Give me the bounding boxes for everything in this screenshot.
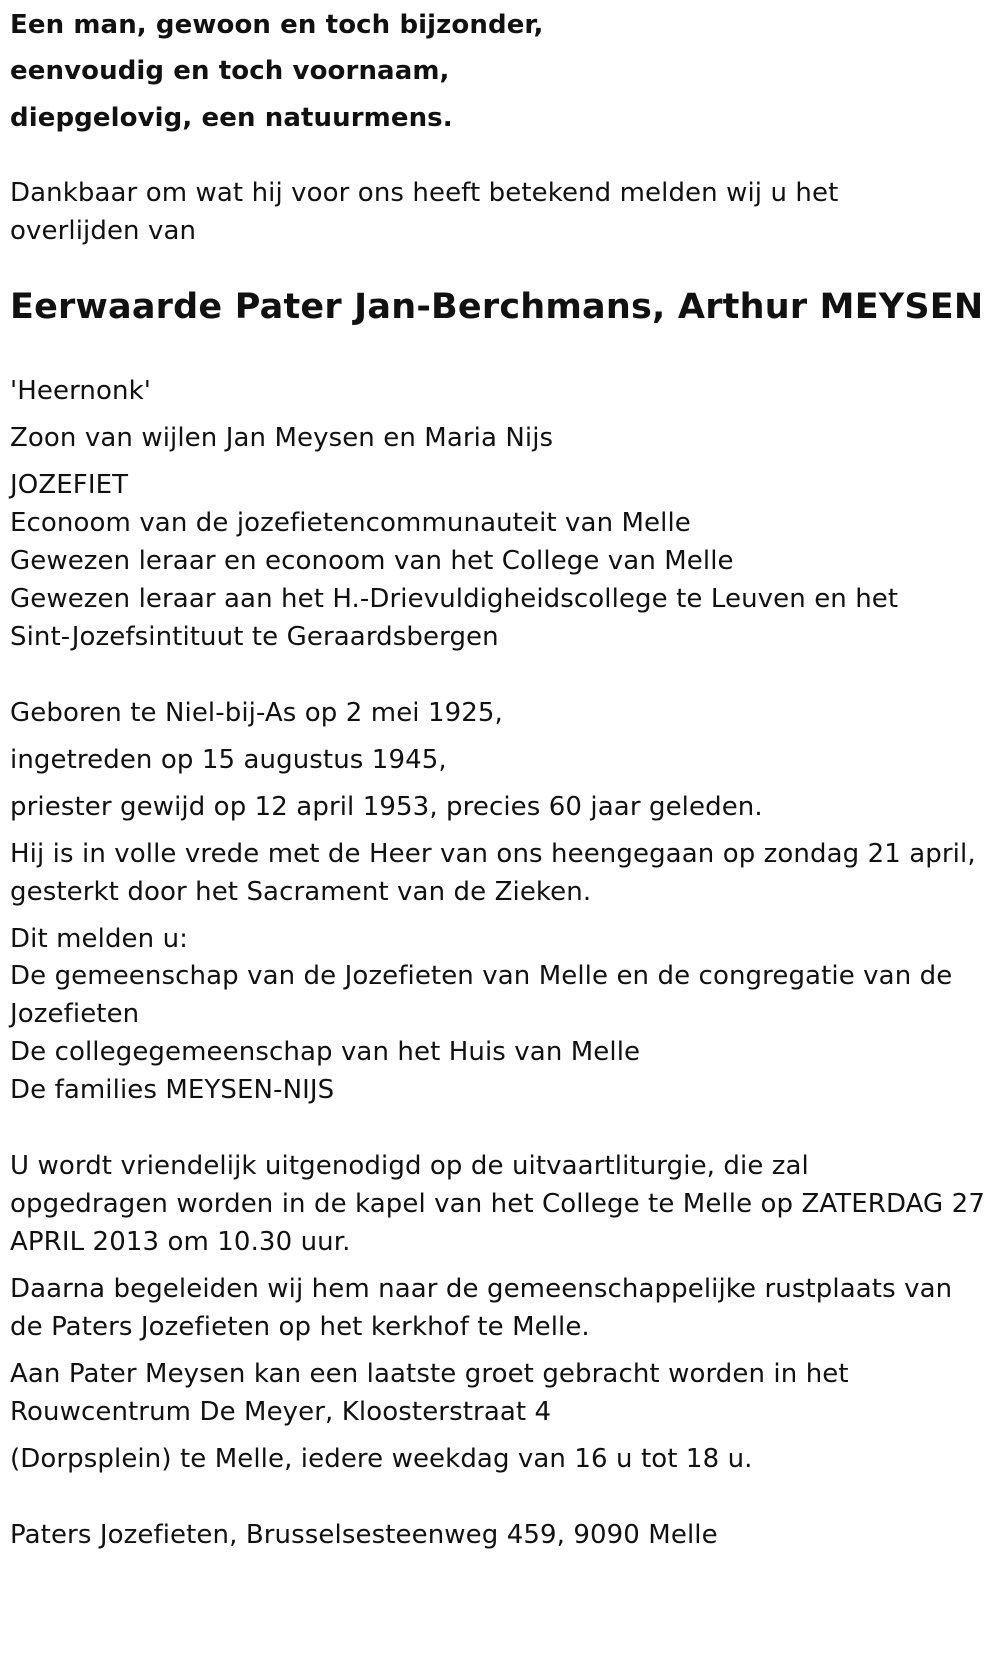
entered: ingetreden op 15 augustus 1945, <box>10 745 447 775</box>
motto-line-3: diepgelovig, een natuurmens. <box>10 103 453 133</box>
announcers-line-4: De collegegemeenschap van het Huis van Melle <box>10 1037 641 1067</box>
visitation-line-1: Aan Pater Meysen kan een laatste groet gebracht worden in het <box>10 1359 849 1389</box>
deceased-name: Eerwaarde Pater Jan-Berchmans, Arthur MEYSEN <box>10 287 984 327</box>
role-line-2: Econoom van de jozefietencommunauteit van Melle <box>10 508 691 538</box>
announcers-line-3: Jozefieten <box>10 999 140 1029</box>
born: Geboren te Niel-bij-As op 2 mei 1925, <box>10 698 503 728</box>
announcers-line-5: De families MEYSEN-NIJS <box>10 1075 335 1105</box>
announcers-line-2: De gemeenschap van de Jozefieten van Melle en de congregatie van de <box>10 961 953 991</box>
burial-line-2: de Paters Jozefieten op het kerkhof te Melle. <box>10 1312 590 1342</box>
motto-line-2: eenvoudig en toch voornaam, <box>10 56 450 86</box>
ordained: priester gewijd op 12 april 1953, precies 60 jaar geleden. <box>10 792 763 822</box>
role-line-1: JOZEFIET <box>10 470 129 500</box>
passing-line-2: gesterkt door het Sacrament van de Zieken. <box>10 877 592 907</box>
passing-line-1: Hij is in volle vrede met de Heer van ons heengegaan op zondag 21 april, <box>10 839 976 869</box>
son-of: Zoon van wijlen Jan Meysen en Maria Nijs <box>10 423 554 453</box>
announcers-line-1: Dit melden u: <box>10 924 189 954</box>
address: Paters Jozefieten, Brusselsesteenweg 459, 9090 Melle <box>10 1520 718 1550</box>
burial-line-1: Daarna begeleiden wij hem naar de gemeenschappelijke rustplaats van <box>10 1274 953 1304</box>
role-line-3: Gewezen leraar en econoom van het College van Melle <box>10 546 734 576</box>
funeral-line-3: APRIL 2013 om 10.30 uur. <box>10 1227 351 1257</box>
intro-line-1: Dankbaar om wat hij voor ons heeft betekend melden wij u het <box>10 178 839 208</box>
visitation-hours: (Dorpsplein) te Melle, iedere weekdag van 16 u tot 18 u. <box>10 1444 753 1474</box>
role-line-4: Gewezen leraar aan het H.-Drievuldigheidscollege te Leuven en het <box>10 584 899 614</box>
role-line-5: Sint-Jozefsintituut te Geraardsbergen <box>10 622 499 652</box>
funeral-line-2: opgedragen worden in de kapel van het College te Melle op ZATERDAG 27 <box>10 1189 985 1219</box>
motto-line-1: Een man, gewoon en toch bijzonder, <box>10 10 544 40</box>
nickname: 'Heernonk' <box>10 376 151 406</box>
funeral-line-1: U wordt vriendelijk uitgenodigd op de uitvaartliturgie, die zal <box>10 1151 809 1181</box>
visitation-line-2: Rouwcentrum De Meyer, Kloosterstraat 4 <box>10 1397 552 1427</box>
intro-line-2: overlijden van <box>10 216 197 246</box>
